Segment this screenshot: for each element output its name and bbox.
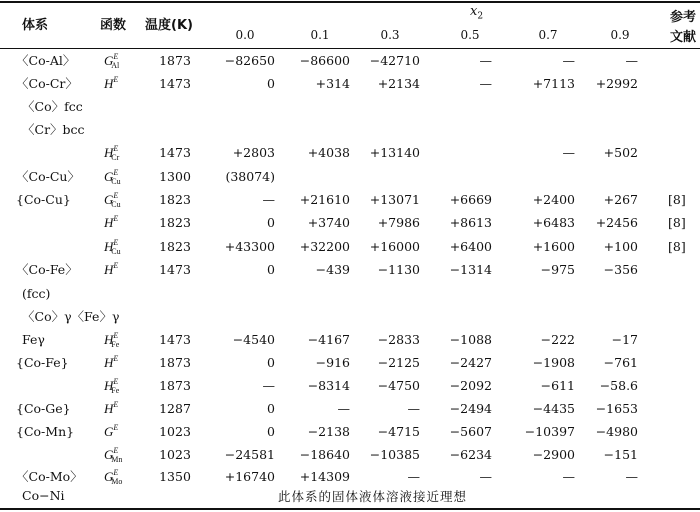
cell-value: −2900 [532, 447, 575, 462]
cell-value: +6400 [449, 239, 492, 254]
function-superscript: E [113, 144, 119, 153]
cell-value: — [479, 469, 492, 484]
function-superscript: E [113, 423, 119, 432]
cell-value: −24581 [224, 447, 275, 462]
cell-value: −82650 [224, 53, 275, 68]
cell-value: −5607 [449, 424, 492, 439]
cell-value: +2134 [377, 76, 420, 91]
function-subscript: Cr [111, 153, 120, 162]
cell-function [104, 421, 118, 445]
table-row [0, 166, 700, 188]
cell-value: — [625, 469, 638, 484]
cell-value: +2456 [595, 215, 638, 230]
cell-system: {Co-Ge} [16, 401, 71, 416]
function-superscript: E [113, 238, 119, 247]
cell-value: −2125 [377, 355, 420, 370]
function-symbol: H [104, 145, 114, 160]
cell-value: (38074) [225, 169, 275, 184]
table-row [0, 283, 700, 305]
function-symbol: H [104, 239, 114, 254]
table-row [0, 329, 700, 351]
table-row [0, 236, 700, 258]
function-superscript: E [113, 446, 119, 455]
cell-function [104, 166, 128, 190]
table-row [0, 375, 700, 397]
cell-value: −4980 [595, 424, 638, 439]
function-subscript: Cu [111, 247, 121, 256]
function-subscript: Mo [111, 477, 123, 486]
cell-function [104, 259, 118, 283]
cell-value: — [262, 192, 275, 207]
cell-value: +7986 [377, 215, 420, 230]
cell-value: +16740 [224, 469, 275, 484]
cell-value: — [337, 401, 350, 416]
cell-value: −18640 [299, 447, 350, 462]
col-0.3: 0.3 [380, 28, 400, 42]
cell-function [104, 444, 129, 468]
cell-temperature: 1350 [159, 469, 191, 484]
cell-value: +314 [315, 76, 350, 91]
cell-value: −1088 [449, 332, 492, 347]
cell-value: +4038 [307, 145, 350, 160]
cell-value: −10397 [524, 424, 575, 439]
header-rule [0, 48, 700, 49]
cell-value: −17 [611, 332, 638, 347]
cell-value: −439 [315, 262, 350, 277]
function-symbol: H [104, 378, 114, 393]
cell-system: 〈Co-Mo〉 [16, 469, 83, 484]
cell-system: 〈Co-Fe〉 [16, 262, 78, 277]
table-row [0, 444, 700, 466]
function-subscript: Mn [111, 455, 123, 464]
cell-temperature: 1300 [159, 169, 191, 184]
cell-value: +13140 [369, 145, 420, 160]
cell-value: — [562, 53, 575, 68]
cell-value: +13071 [369, 192, 420, 207]
cell-temperature: 1873 [159, 53, 191, 68]
header-temperature: 温度(K) [145, 18, 193, 33]
col-0.0: 0.0 [235, 28, 255, 42]
cell-system: 〈Co-Al〉 [16, 53, 76, 68]
cell-temperature: 1473 [159, 76, 191, 91]
function-superscript: E [113, 400, 119, 409]
cell-value: −2427 [449, 355, 492, 370]
cell-function [104, 398, 118, 422]
col-0.5: 0.5 [460, 28, 480, 42]
cell-value: — [562, 145, 575, 160]
cell-value: 0 [267, 215, 275, 230]
cell-temperature: 1287 [159, 401, 191, 416]
cell-system: 〈Cr〉bcc [22, 122, 85, 137]
cell-value: −8314 [307, 378, 350, 393]
function-symbol: G [104, 192, 114, 207]
cell-value: −4167 [307, 332, 350, 347]
function-subscript: Cu [111, 200, 121, 209]
function-symbol: G [104, 169, 114, 184]
cell-value: 0 [267, 401, 275, 416]
cell-value: 0 [267, 355, 275, 370]
table-row [0, 50, 700, 72]
function-symbol: H [104, 76, 114, 91]
cell-value: +2803 [232, 145, 275, 160]
cell-system: 〈Co〉fcc [22, 99, 83, 114]
header-x2: $x_2$ [470, 4, 484, 22]
cell-value: −1130 [377, 262, 420, 277]
table-row [0, 73, 700, 95]
cell-value: +100 [603, 239, 638, 254]
cell-value: +2400 [532, 192, 575, 207]
cell-value: −1653 [595, 401, 638, 416]
table-row [0, 96, 700, 118]
cell-temperature: 1023 [159, 424, 191, 439]
cell-system: Co−Ni [22, 488, 65, 503]
function-superscript: E [113, 75, 119, 84]
cell-reference: [8] [668, 215, 686, 230]
cell-value: −10385 [369, 447, 420, 462]
cell-temperature: 1823 [159, 239, 191, 254]
cell-system: 〈Co〉γ〈Fe〉γ [22, 309, 120, 324]
cell-value: +7113 [532, 76, 575, 91]
cell-function [104, 50, 126, 74]
function-superscript: E [113, 468, 119, 477]
cell-system: {Co-Cu} [16, 192, 71, 207]
bottom-rule [0, 508, 700, 510]
cell-function [104, 375, 126, 399]
cell-value: — [479, 76, 492, 91]
cell-value: −1314 [449, 262, 492, 277]
function-superscript: E [113, 261, 119, 270]
cell-value: +32200 [299, 239, 350, 254]
function-symbol: G [104, 53, 114, 68]
function-superscript: E [113, 52, 119, 61]
cell-function [104, 142, 126, 166]
cell-function [104, 212, 118, 236]
function-subscript: Fe [111, 340, 120, 349]
cell-value: — [625, 53, 638, 68]
cell-value: −2494 [449, 401, 492, 416]
cell-value: +1600 [532, 239, 575, 254]
cell-temperature: 1823 [159, 215, 191, 230]
cell-value: — [479, 53, 492, 68]
function-symbol: H [104, 355, 114, 370]
function-superscript: E [113, 354, 119, 363]
col-0.9: 0.9 [610, 28, 630, 42]
cell-temperature: 1473 [159, 145, 191, 160]
cell-value: −151 [603, 447, 638, 462]
function-superscript: E [113, 214, 119, 223]
cell-system: (fcc) [22, 286, 51, 301]
table-row [0, 306, 700, 328]
cell-value: +14309 [299, 469, 350, 484]
function-subscript: Fe [111, 386, 120, 395]
cell-value: −42710 [369, 53, 420, 68]
cell-value: — [262, 378, 275, 393]
cell-value: −2833 [377, 332, 420, 347]
cell-value: −4715 [377, 424, 420, 439]
cell-value: — [562, 469, 575, 484]
cell-function [104, 73, 118, 97]
cell-temperature: 1873 [159, 355, 191, 370]
cell-value: +3740 [307, 215, 350, 230]
cell-value: −4540 [232, 332, 275, 347]
cell-reference: [8] [668, 239, 686, 254]
cell-value: −2138 [307, 424, 350, 439]
cell-value: −356 [603, 262, 638, 277]
cell-value: +16000 [369, 239, 420, 254]
function-subscript: Cu [111, 177, 121, 186]
function-superscript: E [113, 377, 119, 386]
cell-value: — [407, 469, 420, 484]
cell-temperature: 1473 [159, 262, 191, 277]
cell-value: +21610 [299, 192, 350, 207]
top-rule [0, 1, 700, 3]
cell-value: −222 [540, 332, 575, 347]
table-row [0, 212, 700, 234]
cell-value: −4750 [377, 378, 420, 393]
cell-value: +6669 [449, 192, 492, 207]
function-superscript: E [113, 168, 119, 177]
cell-function [104, 189, 128, 213]
cell-value: +502 [603, 145, 638, 160]
cell-value: −611 [540, 378, 575, 393]
cell-value: −86600 [299, 53, 350, 68]
cell-value: +267 [603, 192, 638, 207]
cell-system: Feγ [22, 332, 45, 347]
cell-system: 〈Co-Cr〉 [16, 76, 78, 91]
cell-system: 〈Co-Cu〉 [16, 169, 80, 184]
cell-value: +6483 [532, 215, 575, 230]
cell-temperature: 1873 [159, 378, 191, 393]
cell-function [104, 329, 126, 353]
cell-temperature: 1473 [159, 332, 191, 347]
cell-value: 0 [267, 424, 275, 439]
cell-value: −58.6 [599, 378, 638, 393]
cell-value: −2092 [449, 378, 492, 393]
function-superscript: E [113, 191, 119, 200]
cell-value: −916 [315, 355, 350, 370]
footer-note: 此体系的固体液体溶液接近理想 [278, 489, 468, 504]
header-ref-1: 参考 [670, 10, 697, 25]
table-row [0, 119, 700, 141]
table-row [0, 398, 700, 420]
function-symbol: G [104, 424, 114, 439]
function-symbol: H [104, 262, 114, 277]
cell-value: — [407, 401, 420, 416]
function-symbol: H [104, 215, 114, 230]
cell-value: 0 [267, 262, 275, 277]
table-row [0, 352, 700, 374]
header-system: 体系 [22, 18, 49, 33]
cell-value: −6234 [449, 447, 492, 462]
cell-function [104, 352, 118, 376]
cell-temperature: 1023 [159, 447, 191, 462]
cell-system: {Co-Mn} [16, 424, 75, 439]
cell-value: −1908 [532, 355, 575, 370]
function-subscript: Al [111, 61, 120, 70]
cell-reference: [8] [668, 192, 686, 207]
table-row [0, 142, 700, 164]
cell-value: 0 [267, 76, 275, 91]
function-symbol: H [104, 401, 114, 416]
cell-value: −4435 [532, 401, 575, 416]
function-superscript: E [113, 331, 119, 340]
function-symbol: H [104, 332, 114, 347]
cell-value: −761 [603, 355, 638, 370]
col-0.7: 0.7 [538, 28, 558, 42]
cell-function [104, 236, 128, 260]
function-symbol: G [104, 469, 114, 484]
cell-system: {Co-Fe} [16, 355, 69, 370]
cell-value: −975 [540, 262, 575, 277]
header-ref-2: 文献 [670, 30, 697, 45]
table-row [0, 421, 700, 443]
cell-value: +2992 [595, 76, 638, 91]
table-row [0, 259, 700, 281]
cell-value: +8613 [449, 215, 492, 230]
function-symbol: G [104, 447, 114, 462]
col-0.1: 0.1 [310, 28, 330, 42]
cell-value: +43300 [224, 239, 275, 254]
table-row [0, 189, 700, 211]
cell-temperature: 1823 [159, 192, 191, 207]
header-function: 函数 [100, 18, 127, 33]
